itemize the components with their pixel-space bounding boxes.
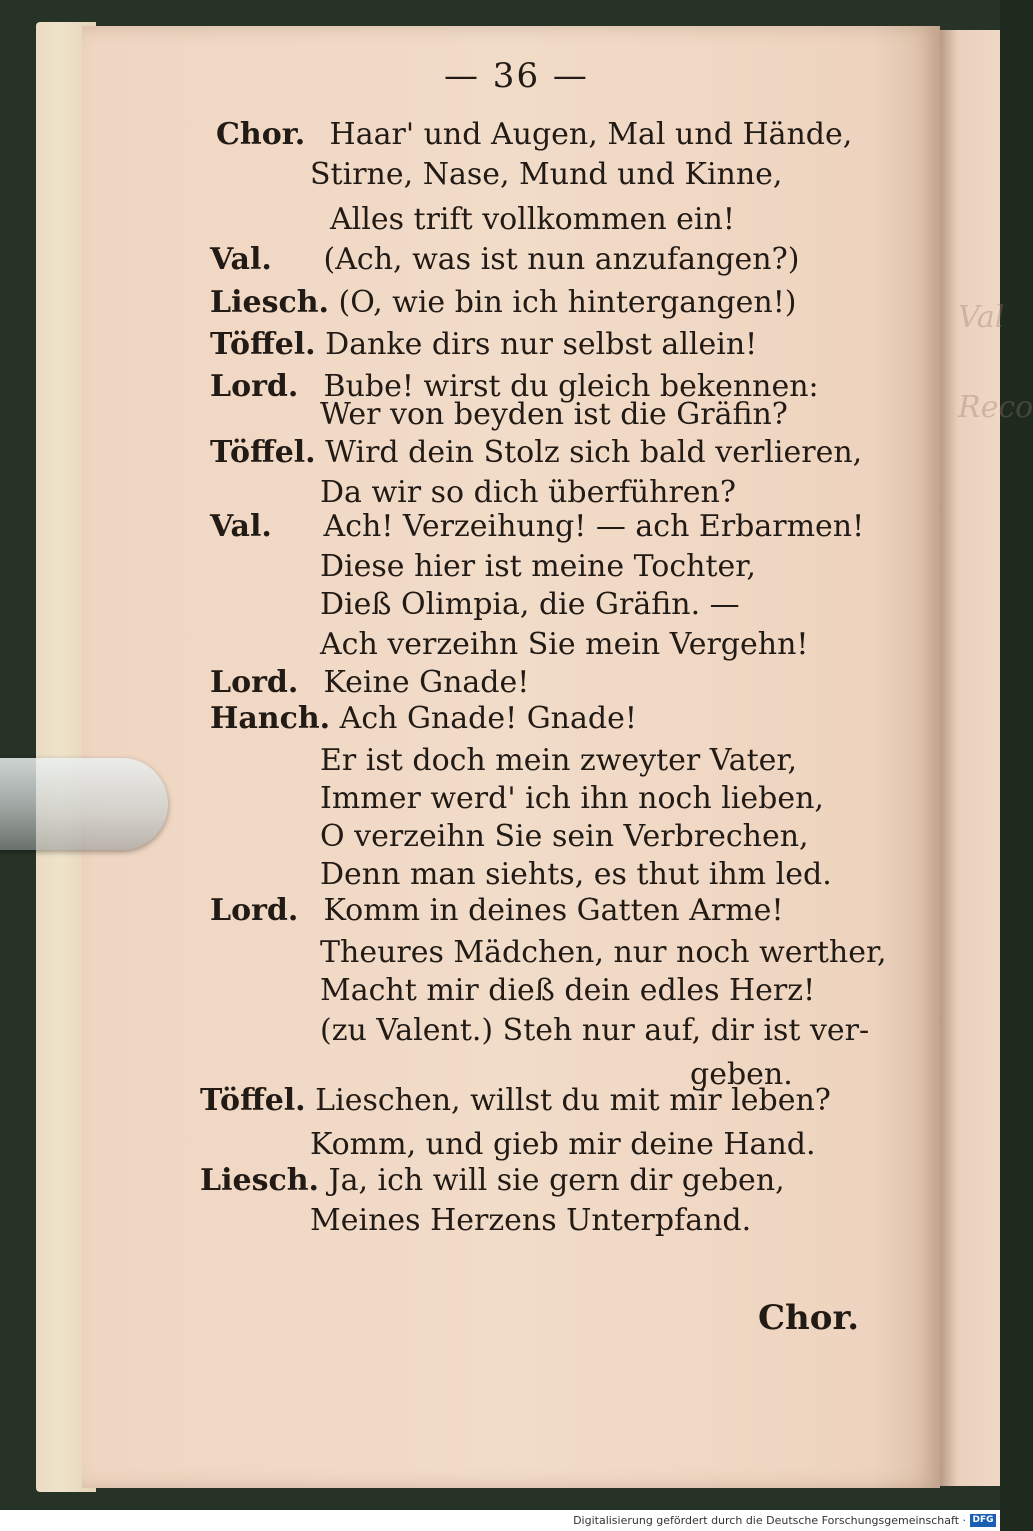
- line-text: Dieß Olimpia, die Gräfin. —: [320, 587, 740, 622]
- verse-line: [210, 327, 758, 362]
- verse-line: [320, 781, 824, 816]
- footer-credit: [0, 1510, 1000, 1531]
- bleed-through-text: Val: [958, 300, 1005, 335]
- footer-text: Digitalisierung gefördert durch die Deutsche Forschungsgemeinschaft ·: [573, 1514, 966, 1527]
- verse-line: [320, 587, 740, 622]
- verse-line: [320, 857, 832, 892]
- verse-line: [210, 285, 797, 320]
- verse-line: [210, 242, 800, 277]
- speaker-name: Liesch.: [210, 285, 329, 320]
- verse-line: [320, 549, 756, 584]
- line-text: Komm, und gieb mir deine Hand.: [310, 1127, 816, 1162]
- line-text: (Ach, was ist nun anzufangen?): [323, 242, 800, 277]
- speaker-name: Hanch.: [210, 701, 331, 736]
- line-text: Stirne, Nase, Mund und Kinne,: [310, 157, 783, 192]
- line-text: Macht mir dieß dein edles Herz!: [320, 973, 816, 1008]
- bleed-through-text: Reco: [958, 390, 1033, 425]
- line-text: Haar' und Augen, Mal und Hände,: [329, 117, 853, 152]
- verse-line: [210, 665, 530, 700]
- line-text: Lieschen, willst du mit mir leben?: [315, 1083, 831, 1118]
- verse-line: [320, 475, 736, 510]
- speaker-name: Lord.: [210, 369, 299, 404]
- verse-line: [320, 973, 816, 1008]
- verse-line: [320, 627, 809, 662]
- verse-line: [320, 819, 809, 854]
- line-text: Denn man siehts, es thut ihm led.: [320, 857, 832, 892]
- verse-line: [330, 202, 735, 237]
- catchword: Chor.: [758, 1298, 860, 1338]
- verse-line: [200, 1083, 831, 1118]
- page-clip: [0, 758, 168, 850]
- speaker-name: Liesch.: [200, 1163, 319, 1198]
- verse-line: [310, 1127, 816, 1162]
- line-text: Danke dirs nur selbst allein!: [325, 327, 758, 362]
- line-text: Wer von beyden ist die Gräfin?: [320, 397, 788, 432]
- line-text: Komm in deines Gatten Arme!: [323, 893, 784, 928]
- verse-line: [210, 435, 863, 470]
- verse-line: [320, 935, 887, 970]
- line-text: (zu Valent.) Steh nur auf, dir ist ver-: [320, 1013, 870, 1048]
- line-text: Bube! wirst du gleich bekennen:: [323, 369, 819, 404]
- verse-line: [320, 397, 788, 432]
- line-text: Er ist doch mein zweyter Vater,: [320, 743, 797, 778]
- line-text: Keine Gnade!: [323, 665, 530, 700]
- speaker-name: Val.: [210, 509, 272, 544]
- verse-line: [320, 1013, 870, 1048]
- dfg-logo: DFG: [970, 1514, 996, 1527]
- verse-line: [210, 509, 865, 544]
- line-text: Diese hier ist meine Tochter,: [320, 549, 756, 584]
- line-text: Ach! Verzeihung! — ach Erbarmen!: [323, 509, 865, 544]
- speaker-name: Lord.: [210, 893, 299, 928]
- verse-line: [216, 117, 853, 152]
- speaker-name: Chor.: [216, 117, 306, 152]
- speaker-name: Töffel.: [210, 327, 316, 362]
- verse-line: [310, 1203, 752, 1238]
- verse-line: [210, 701, 637, 736]
- line-text: Theures Mädchen, nur noch werther,: [320, 935, 887, 970]
- page-number: — 36 —: [444, 56, 589, 96]
- line-text: Immer werd' ich ihn noch lieben,: [320, 781, 824, 816]
- line-text: Ach verzeihn Sie mein Vergehn!: [320, 627, 809, 662]
- line-text: geben.: [690, 1057, 793, 1092]
- speaker-name: Lord.: [210, 665, 299, 700]
- speaker-name: Töffel.: [210, 435, 316, 470]
- verse-line: [320, 743, 797, 778]
- line-text: Da wir so dich überführen?: [320, 475, 736, 510]
- line-text: Meines Herzens Unterpfand.: [310, 1203, 752, 1238]
- verse-line: [200, 1163, 785, 1198]
- line-text: Wird dein Stolz sich bald verlieren,: [325, 435, 863, 470]
- verse-line: [310, 157, 783, 192]
- facing-page-edge: [940, 30, 1000, 1486]
- line-text: Ach Gnade! Gnade!: [339, 701, 637, 736]
- verse-line: [210, 893, 784, 928]
- line-text: (O, wie bin ich hintergangen!): [338, 285, 797, 320]
- speaker-name: Val.: [210, 242, 272, 277]
- speaker-name: Töffel.: [200, 1083, 306, 1118]
- line-text: Ja, ich will sie gern dir geben,: [328, 1163, 785, 1198]
- line-text: Alles trift vollkommen ein!: [330, 202, 735, 237]
- line-text: O verzeihn Sie sein Verbrechen,: [320, 819, 809, 854]
